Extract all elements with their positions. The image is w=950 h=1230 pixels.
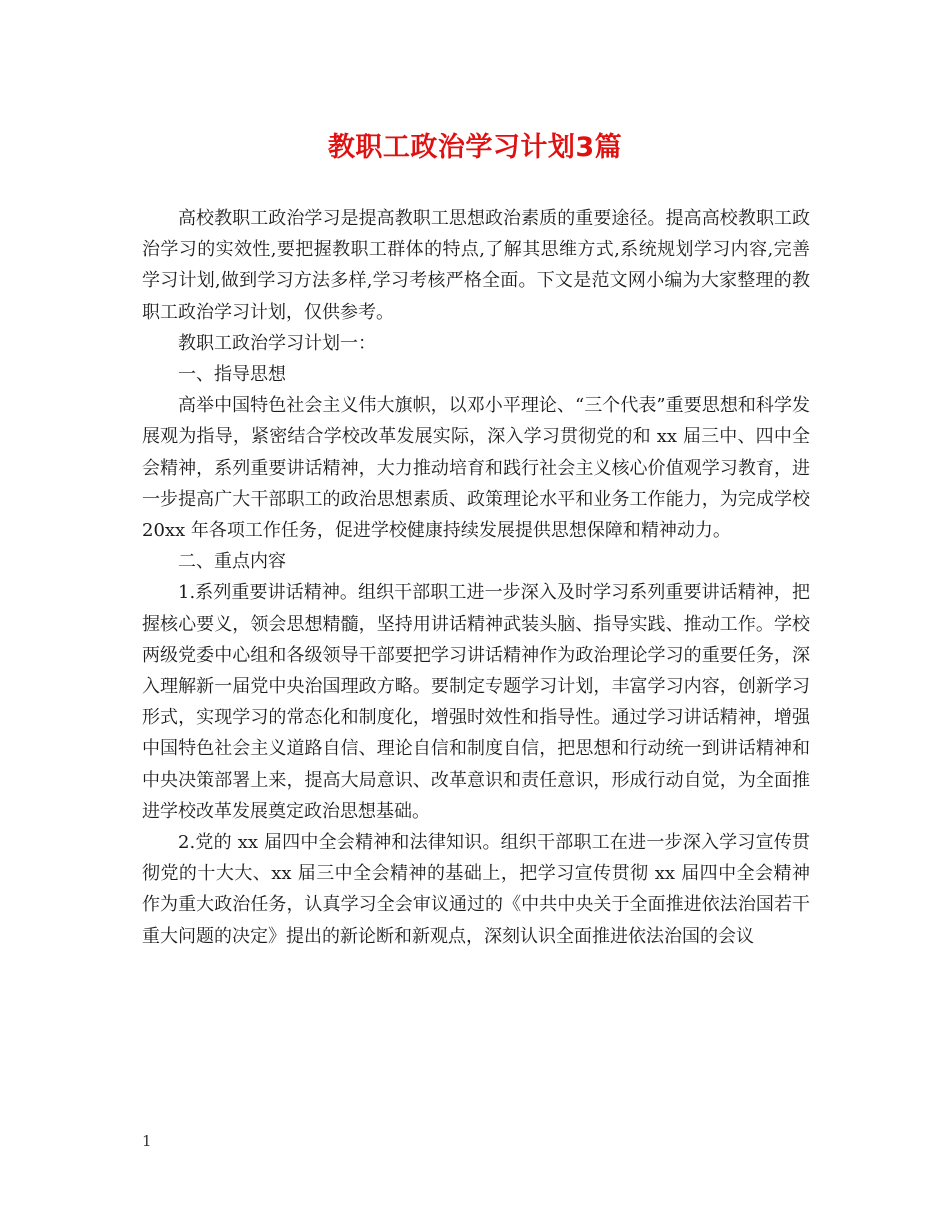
document-title: 教职工政治学习计划3篇 — [327, 132, 623, 163]
document-body — [142, 203, 810, 952]
section-heading-guiding-thought: 一、指导思想 — [178, 364, 286, 386]
page-number: 1 — [142, 1132, 152, 1150]
paragraph-guiding-thought: 高举中国特色社会主义伟大旗帜，以邓小平理论、“三个代表”重要思想和科学发展观为指导，紧密结合学校改革发展实际，深入学习贯彻党的和 xx 届三中、四中全会精神，系列重要讲话精神，大力推动培育和践行社会主义核心价值观学习教育，进一步提高广大干部职工的政治思想素质、政策理论水平和业务工作能力，为完成学校 20xx 年各项工作任务，促进学校健康持续发展提供思想保障和精神动力。 — [142, 395, 810, 542]
paragraph-intro: 高校教职工政治学习是提高教职工思想政治素质的重要途径。提高高校教职工政治学习的实效性,要把握教职工群体的特点,了解其思维方式,系统规划学习内容,完善学习计划,做到学习方法多样,学习考核严格全面。下文是范文网小编为大家整理的教职工政治学习计划，仅供参考。 — [142, 208, 810, 323]
paragraph-key-content-2: 2.党的 xx 届四中全会精神和法律知识。组织干部职工在进一步深入学习宣传贯彻党的十大大、xx 届三中全会精神的基础上，把学习宣传贯彻 xx 届四中全会精神作为重大政治任务，认真学习全会审议通过的《中共中央关于全面推进依法治国若干重大问题的决定》提出的新论断和新观点，深刻认识全面推进依法治国的会议 — [142, 832, 810, 947]
paragraph-plan-one-heading: 教职工政治学习计划一： — [178, 332, 376, 354]
paragraph-key-content-1: 1.系列重要讲话精神。组织干部职工进一步深入及时学习系列重要讲话精神，把握核心要义，领会思想精髓，坚持用讲话精神武装头脑、指导实践、推动工作。学校两级党委中心组和各级领导干部要把学习讲话精神作为政治理论学习的重要任务，深入理解新一届党中央治国理政方略。要制定专题学习计划，丰富学习内容，创新学习形式，实现学习的常态化和制度化，增强时效性和指导性。通过学习讲话精神，增强中国特色社会主义道路自信、理论自信和制度自信，把思想和行动统一到讲话精神和中央决策部署上来，提高大局意识、改革意识和责任意识，形成行动自觉，为全面推进学校改革发展奠定政治思想基础。 — [142, 582, 810, 822]
section-heading-key-content: 二、重点内容 — [178, 551, 286, 573]
